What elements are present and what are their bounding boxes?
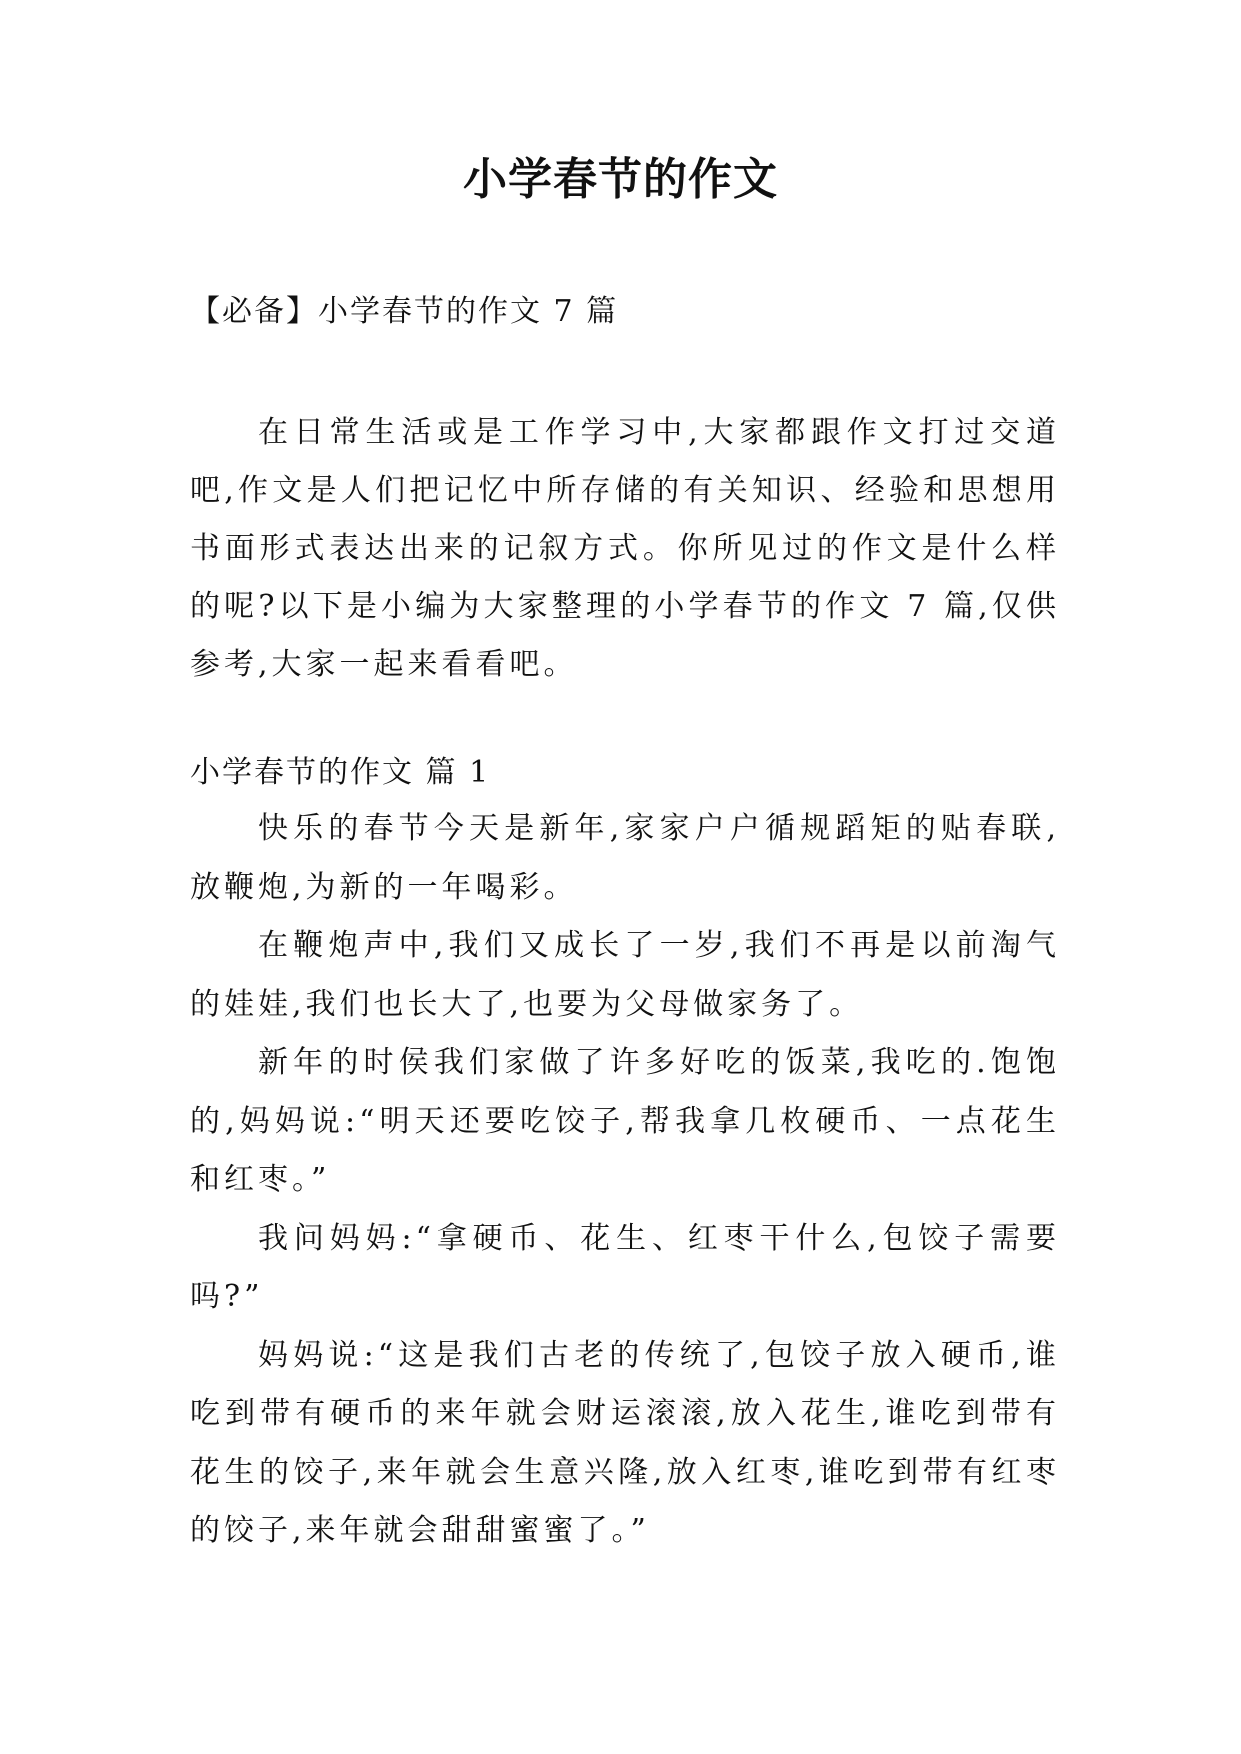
section-heading: 小学春节的作文 篇 1	[190, 755, 491, 790]
paragraph: 快乐的春节今天是新年,家家户户循规蹈矩的贴春联,放鞭炮,为新的一年喝彩。	[190, 811, 1060, 905]
intro-paragraph: 在日常生活或是工作学习中,大家都跟作文打过交道吧,作文是人们把记忆中所存储的有关知识、经验和思想用书面形式表达出来的记叙方式。你所见过的作文是什么样的呢?以下是小编为大家整理的小学春节的作文 7 篇,仅供参考,大家一起来看看吧。	[190, 415, 1060, 682]
paragraph: 我问妈妈:“拿硬币、花生、红枣干什么,包饺子需要吗?”	[190, 1220, 1060, 1314]
document-title: 小学春节的作文	[463, 154, 778, 205]
paragraph: 新年的时侯我们家做了许多好吃的饭菜,我吃的.饱饱的,妈妈说:“明天还要吃饺子,帮我拿几枚硬币、一点花生和红枣。”	[190, 1045, 1060, 1197]
paragraph: 在鞭炮声中,我们又成长了一岁,我们不再是以前淘气的娃娃,我们也长大了,也要为父母做家务了。	[190, 928, 1060, 1022]
essay-body	[190, 800, 1060, 1561]
document-subtitle: 【必备】小学春节的作文 7 篇	[190, 294, 619, 329]
paragraph: 妈妈说:“这是我们古老的传统了,包饺子放入硬币,谁吃到带有硬币的来年就会财运滚滚,放入花生,谁吃到带有花生的饺子,来年就会生意兴隆,放入红枣,谁吃到带有红枣的饺子,来年就会甜甜蜜蜜了。”	[190, 1337, 1060, 1548]
